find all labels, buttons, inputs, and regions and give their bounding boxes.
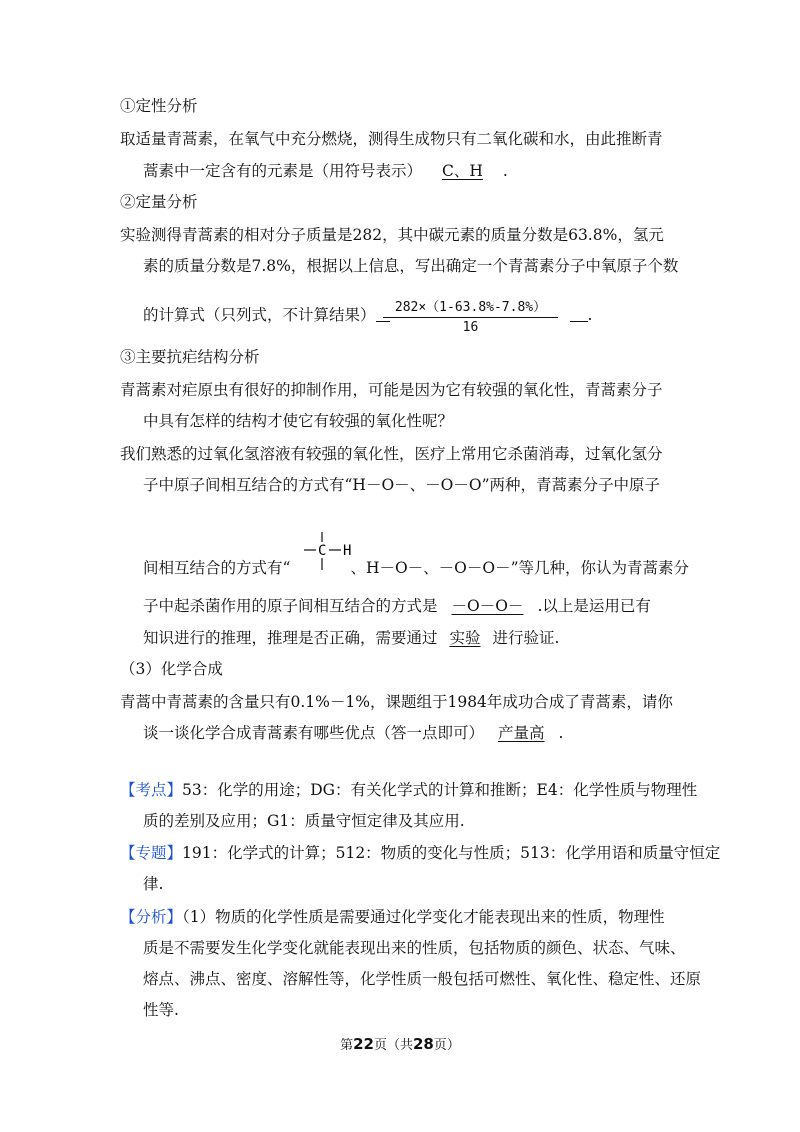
page-footer: 第22页（共28页） (340, 1035, 460, 1053)
fenxi-line: 性等. (143, 1001, 179, 1019)
atom-h: H (343, 543, 352, 559)
answer-blank: －O－O－ (451, 597, 524, 615)
heading-qualitative: ①定性分析 (120, 97, 198, 115)
heading-quantitative: ②定量分析 (120, 193, 198, 211)
text-line: 中具有怎样的结构才使它有较强的氧化性呢？ (143, 412, 454, 430)
formula-denominator: 16 (462, 320, 479, 335)
answer-blank: C、H (442, 162, 483, 180)
carbon-hydrogen-structure (300, 530, 360, 574)
oxygen-count-formula (383, 296, 558, 335)
answer-blank: 产量高 (498, 724, 545, 742)
atom-c: C (318, 543, 327, 559)
current-page: 22 (353, 1035, 374, 1053)
text-line: 谈一谈化学合成青蒿素有哪些优点（答一点即可） 产量高 . (143, 724, 564, 742)
text-line: 子中原子间相互结合的方式有“H－O－、－O－O”两种，青蒿素分子中原子 (143, 476, 660, 494)
zhuanti-line: 律. (143, 875, 164, 893)
fenxi-line: 【分析】（1）物质的化学性质是需要通过化学变化才能表现出来的性质，物理性 (120, 908, 665, 926)
kaodian-line: 【考点】53：化学的用途；DG：有关化学式的计算和推断；E4：化学性质与物理性 (120, 781, 698, 799)
kaodian-line: 质的差别及应用；G1：质量守恒定律及其应用. (143, 812, 465, 830)
kaodian-tag: 【考点】 (120, 781, 183, 799)
text-line: 我们熟悉的过氧化氢溶液有较强的氧化性，医疗上常用它杀菌消毒，过氧化氢分 (120, 445, 663, 463)
text-line: 间相互结合的方式有“ 、H－O－、－O－O－”等几种，你认为青蒿素分 (143, 559, 690, 577)
fenxi-line: 熔点、沸点、密度、溶解性等，化学性质一般包括可燃性、氧化性、稳定性、还原 (143, 970, 702, 988)
zhuanti-line: 【专题】191：化学式的计算；512：物质的变化与性质；513：化学用语和质量守恒定 (120, 844, 721, 862)
text-line: 知识进行的推理，推理是否正确，需要通过 实验 进行验证. (143, 629, 560, 647)
text-line: 实验测得青蒿素的相对分子质量是282，其中碳元素的质量分数是63.8%，氢元 (120, 226, 664, 244)
text-line: 素的质量分数是7.8%，根据以上信息，写出确定一个青蒿素分子中氧原子个数 (143, 257, 679, 275)
text-line: 的计算式（只列式，不计算结果） . (143, 306, 593, 324)
formula-numerator: 282×（1-63.8%-7.8%） (383, 296, 558, 318)
text-line: 青蒿素对疟原虫有很好的抑制作用，可能是因为它有较强的氧化性，青蒿素分子 (120, 381, 663, 399)
fenxi-line: 质是不需要发生化学变化就能表现出来的性质，包括物质的颜色、状态、气味、 (143, 939, 686, 957)
heading-synthesis: （3）化学合成 (120, 660, 223, 678)
heading-structure: ③主要抗疟结构分析 (120, 348, 260, 366)
text-line: 子中起杀菌作用的原子间相互结合的方式是 －O－O－ .以上是运用已有 (143, 597, 651, 615)
total-pages: 28 (413, 1035, 434, 1053)
text-line: 青蒿中青蒿素的含量只有0.1%－1%，课题组于1984年成功合成了青蒿素，请你 (120, 693, 673, 711)
answer-blank: 实验 (449, 629, 481, 647)
text-line: 取适量青蒿素，在氧气中充分燃烧，测得生成物只有二氧化碳和水，由此推断青 (120, 130, 663, 148)
fenxi-tag: 【分析】 (120, 908, 183, 926)
zhuanti-tag: 【专题】 (120, 844, 183, 862)
text-line: 蒿素中一定含有的元素是（用符号表示） C、H . (143, 162, 508, 180)
